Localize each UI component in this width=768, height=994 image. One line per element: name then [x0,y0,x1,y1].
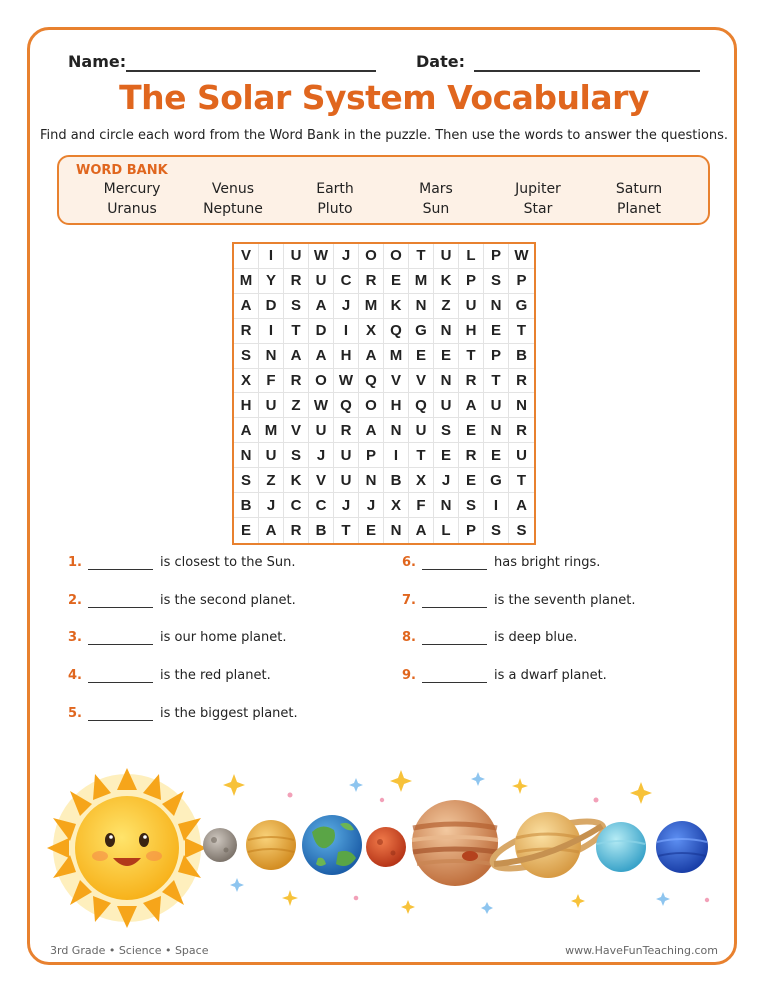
grid-cell[interactable]: U [459,294,484,319]
grid-cell[interactable]: V [234,244,259,269]
grid-cell[interactable]: E [409,344,434,369]
grid-cell[interactable]: C [334,269,359,294]
grid-cell[interactable]: B [234,493,259,518]
grid-cell[interactable]: N [434,319,459,344]
grid-cell[interactable]: M [409,269,434,294]
grid-cell[interactable]: T [334,518,359,543]
mercury-icon [203,828,237,862]
grid-cell[interactable]: P [509,269,534,294]
date-field-line[interactable] [474,70,700,72]
grid-cell[interactable]: M [359,294,384,319]
grid-cell[interactable]: T [509,468,534,493]
grid-cell[interactable]: J [334,244,359,269]
question-item [68,668,368,686]
grid-cell[interactable]: H [384,393,409,418]
grid-cell[interactable]: Y [259,269,284,294]
grid-cell[interactable]: E [359,518,384,543]
solar-system-illustration [0,760,768,935]
answer-blank[interactable] [88,720,153,721]
grid-cell[interactable]: T [509,319,534,344]
grid-cell[interactable]: E [234,518,259,543]
question-item [402,555,702,573]
question-text: is a dwarf planet. [494,668,607,683]
grid-cell[interactable]: P [484,244,509,269]
earth-icon [302,815,362,875]
grid-cell[interactable]: A [234,418,259,443]
question-item [402,593,702,611]
grid-cell[interactable]: R [334,418,359,443]
mars-icon [366,827,406,867]
grid-cell[interactable]: R [284,369,309,394]
grid-cell[interactable]: U [434,393,459,418]
word-bank-item: Uranus [107,201,157,217]
grid-cell[interactable]: A [509,493,534,518]
grid-cell[interactable]: N [509,393,534,418]
grid-cell[interactable]: Q [384,319,409,344]
grid-cell[interactable]: K [384,294,409,319]
grid-cell[interactable]: U [484,393,509,418]
grid-cell[interactable]: K [284,468,309,493]
grid-cell[interactable]: X [384,493,409,518]
grid-cell[interactable]: X [234,369,259,394]
word-bank-item: Saturn [615,181,663,197]
grid-cell[interactable]: O [309,369,334,394]
question-text: is deep blue. [494,630,578,645]
grid-cell[interactable]: Q [334,393,359,418]
grid-cell[interactable]: R [459,369,484,394]
question-item [68,706,368,724]
grid-cell[interactable]: U [434,244,459,269]
word-bank-item: Pluto [317,201,353,217]
grid-cell[interactable]: D [309,319,334,344]
grid-cell[interactable]: A [259,518,284,543]
grid-cell[interactable]: V [284,418,309,443]
neptune-icon [656,821,708,873]
grid-cell[interactable]: T [484,369,509,394]
grid-cell[interactable]: Q [359,369,384,394]
grid-cell[interactable]: W [509,244,534,269]
grid-cell[interactable]: K [434,269,459,294]
grid-cell[interactable]: Z [284,393,309,418]
grid-cell[interactable]: B [384,468,409,493]
grid-cell[interactable]: P [359,443,384,468]
grid-cell[interactable]: R [284,269,309,294]
grid-cell[interactable]: N [409,294,434,319]
date-label: Date: [416,52,465,71]
grid-cell[interactable]: J [334,493,359,518]
grid-cell[interactable]: E [434,443,459,468]
answer-blank[interactable] [88,682,153,683]
grid-cell[interactable]: F [259,369,284,394]
grid-cell[interactable]: P [484,344,509,369]
grid-cell[interactable]: R [509,418,534,443]
grid-cell[interactable]: H [234,393,259,418]
question-text: is the second planet. [160,593,296,608]
jupiter-icon [412,800,498,886]
grid-cell[interactable]: S [484,518,509,543]
grid-cell[interactable]: N [384,418,409,443]
grid-cell[interactable]: S [234,344,259,369]
grid-cell[interactable]: C [309,493,334,518]
grid-cell[interactable]: L [459,244,484,269]
question-number: 5. [68,706,82,721]
grid-cell[interactable]: P [459,518,484,543]
grid-cell[interactable]: S [484,269,509,294]
grid-cell[interactable]: L [434,518,459,543]
question-number: 2. [68,593,82,608]
grid-cell[interactable]: Q [409,393,434,418]
grid-cell[interactable]: A [309,294,334,319]
grid-cell[interactable]: N [434,493,459,518]
grid-cell[interactable]: J [334,294,359,319]
question-number: 4. [68,668,82,683]
grid-cell[interactable]: R [284,518,309,543]
grid-cell[interactable]: V [409,369,434,394]
grid-cell[interactable]: G [484,468,509,493]
grid-cell[interactable]: A [309,344,334,369]
question-text: is the red planet. [160,668,271,683]
grid-cell[interactable]: N [484,418,509,443]
grid-cell[interactable]: E [459,418,484,443]
grid-cell[interactable]: O [359,393,384,418]
grid-cell[interactable]: N [234,443,259,468]
question-item [402,668,702,686]
grid-cell[interactable]: B [509,344,534,369]
grid-cell[interactable]: H [459,319,484,344]
grid-cell[interactable]: V [384,369,409,394]
question-item [68,630,368,648]
grid-cell[interactable]: Z [259,468,284,493]
grid-cell[interactable]: S [459,493,484,518]
word-bank-item: Venus [211,181,255,197]
word-bank-item: Earth [316,181,354,197]
grid-cell[interactable]: C [284,493,309,518]
grid-cell[interactable]: A [459,393,484,418]
grid-cell[interactable]: R [234,319,259,344]
grid-cell[interactable]: V [309,468,334,493]
grid-cell[interactable]: E [459,468,484,493]
grid-cell[interactable]: U [334,468,359,493]
grid-cell[interactable]: O [359,244,384,269]
saturn-icon [488,812,608,878]
grid-cell[interactable]: N [259,344,284,369]
grid-cell[interactable]: G [509,294,534,319]
grid-cell[interactable]: A [359,418,384,443]
grid-cell[interactable]: A [359,344,384,369]
word-search-grid [232,242,536,545]
question-number: 7. [402,593,416,608]
grid-cell[interactable]: U [284,244,309,269]
grid-cell[interactable]: M [234,269,259,294]
word-bank-item: Planet [617,201,661,217]
grid-cell[interactable]: A [234,294,259,319]
grid-cell[interactable]: O [384,244,409,269]
question-text: is the seventh planet. [494,593,636,608]
grid-cell[interactable]: F [409,493,434,518]
grid-cell[interactable]: I [334,319,359,344]
instructions: Find and circle each word from the Word Bank in the puzzle. Then use the words to answer the questions. [39,128,729,143]
word-bank-item: Mars [419,181,453,197]
grid-cell[interactable]: U [259,443,284,468]
grid-cell[interactable]: G [409,319,434,344]
word-bank-title: WORD BANK [76,163,168,178]
grid-cell[interactable]: U [509,443,534,468]
grid-cell[interactable]: T [459,344,484,369]
grid-cell[interactable]: T [284,319,309,344]
grid-cell[interactable]: W [334,369,359,394]
page-title: The Solar System Vocabulary [119,78,649,117]
grid-cell[interactable]: I [384,443,409,468]
grid-cell[interactable]: J [359,493,384,518]
grid-cell[interactable]: T [409,244,434,269]
grid-cell[interactable]: U [259,393,284,418]
grid-cell[interactable]: S [234,468,259,493]
grid-cell[interactable]: U [334,443,359,468]
grid-cell[interactable]: S [284,294,309,319]
grid-cell[interactable]: N [434,369,459,394]
question-number: 9. [402,668,416,683]
grid-cell[interactable]: U [309,418,334,443]
grid-cell[interactable]: J [259,493,284,518]
grid-cell[interactable]: I [259,319,284,344]
grid-cell[interactable]: P [459,269,484,294]
grid-cell[interactable]: E [384,269,409,294]
word-bank-item: Star [523,201,553,217]
footer-website-link[interactable]: www.HaveFunTeaching.com [565,944,718,957]
question-text: is the biggest planet. [160,706,298,721]
uranus-icon [596,822,646,872]
grid-cell[interactable]: Z [434,294,459,319]
grid-cell[interactable]: X [359,319,384,344]
grid-cell[interactable]: U [409,418,434,443]
grid-cell[interactable]: W [309,393,334,418]
grid-cell[interactable]: E [434,344,459,369]
grid-cell[interactable]: X [409,468,434,493]
name-field-line[interactable] [126,70,376,72]
answer-blank[interactable] [422,569,487,570]
grid-cell[interactable]: U [309,269,334,294]
question-number: 6. [402,555,416,570]
answer-blank[interactable] [88,644,153,645]
grid-cell[interactable]: E [484,319,509,344]
question-number: 3. [68,630,82,645]
grid-cell[interactable]: A [284,344,309,369]
question-item [402,630,702,648]
word-bank-item: Neptune [203,201,263,217]
word-bank-item: Jupiter [515,181,561,197]
question-text: is closest to the Sun. [160,555,296,570]
word-bank-item: Sun [422,201,450,217]
grid-cell[interactable]: E [484,443,509,468]
question-text: has bright rings. [494,555,601,570]
grid-cell[interactable]: N [484,294,509,319]
grid-cell[interactable]: I [259,244,284,269]
question-number: 8. [402,630,416,645]
grid-cell[interactable]: N [359,468,384,493]
sun-icon [47,768,207,928]
grid-cell[interactable]: N [384,518,409,543]
grid-cell[interactable]: B [309,518,334,543]
grid-cell[interactable]: D [259,294,284,319]
grid-cell[interactable]: W [309,244,334,269]
grid-cell[interactable]: S [284,443,309,468]
answer-blank[interactable] [422,682,487,683]
grid-cell[interactable]: M [384,344,409,369]
grid-cell[interactable]: M [259,418,284,443]
grid-cell[interactable]: T [409,443,434,468]
grid-cell[interactable]: A [409,518,434,543]
grid-cell[interactable]: S [434,418,459,443]
answer-blank[interactable] [88,569,153,570]
answer-blank[interactable] [422,644,487,645]
grid-cell[interactable]: J [309,443,334,468]
question-item [68,555,368,573]
venus-icon [246,820,296,870]
grid-cell[interactable]: R [509,369,534,394]
grid-cell[interactable]: R [459,443,484,468]
question-number: 1. [68,555,82,570]
question-item [68,593,368,611]
word-bank [57,155,710,225]
footer-tags: 3rd Grade • Science • Space [50,944,209,957]
grid-cell[interactable]: H [334,344,359,369]
grid-cell[interactable]: I [484,493,509,518]
name-label: Name: [68,52,127,71]
grid-cell[interactable]: R [359,269,384,294]
word-bank-item: Mercury [103,181,161,197]
grid-cell[interactable]: J [434,468,459,493]
answer-blank[interactable] [422,607,487,608]
question-text: is our home planet. [160,630,287,645]
answer-blank[interactable] [88,607,153,608]
grid-cell[interactable]: S [516,522,527,540]
